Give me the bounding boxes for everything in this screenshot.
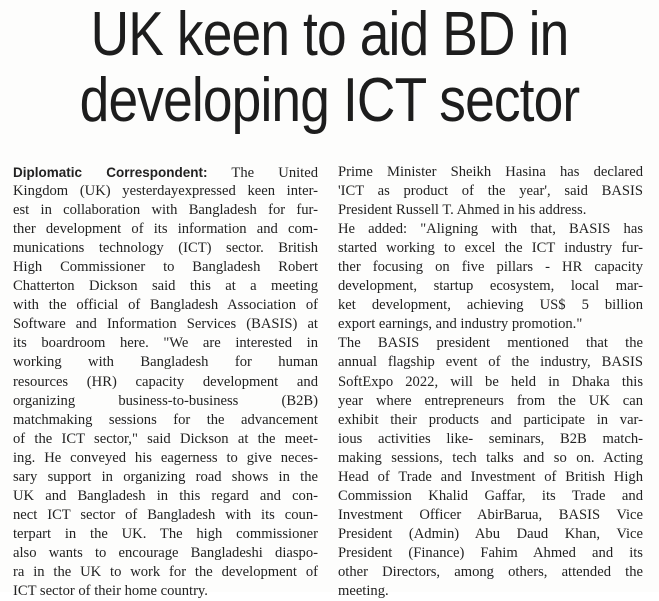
article-line: est in collaboration with Bangladesh for fur- <box>13 202 318 219</box>
article-line: ther focusing on five pillars - HR capacity <box>338 259 643 276</box>
article-line: annual flagship event of the industry, BASIS <box>338 354 643 371</box>
article-line: terpart in the UK. The high commissioner <box>13 525 318 542</box>
headline <box>46 2 613 134</box>
article-line: Chatterton Dickson said this at a meeting <box>13 278 318 295</box>
article-line: other Directors, among others, attended the <box>338 563 643 580</box>
article-line: with the official of Bangladesh Association of <box>13 297 318 314</box>
article-line: making sessions, tech talks and so on. Acting <box>338 449 643 466</box>
article-line: matchmaking sessions for the advancement <box>13 411 318 428</box>
article-line: meeting. <box>338 583 389 600</box>
article-line: Prime Minister Sheikh Hasina has declared <box>338 164 643 180</box>
article-line: 'ICT as product of the year', said BASIS <box>338 183 643 200</box>
article-line: He added: "Aligning with that, BASIS has <box>338 221 643 238</box>
byline: Diplomatic Correspondent: <box>13 165 208 180</box>
article-line: nect ICT sector of Bangladesh with its coun- <box>13 506 318 523</box>
headline-line-2: developing ICT sector <box>79 66 580 135</box>
article-line: export earnings, and industry promotion." <box>338 316 583 333</box>
article-line: The BASIS president mentioned that the <box>338 335 643 352</box>
article-line: President (Finance) Fahim Ahmed and its <box>338 544 643 561</box>
article-line: ing. He conveyed his eagerness to give neces- <box>13 449 318 466</box>
article-column-right <box>338 163 643 601</box>
article-line: Investment Officer AbirBarua, BASIS Vice <box>338 506 643 523</box>
article-line: Commission Khalid Gaffar, its Trade and <box>338 487 643 504</box>
article-line: development, startup ecosystem, local mar- <box>338 278 643 295</box>
article-column-left <box>13 163 318 601</box>
article-line: High Commissioner to Bangladesh Robert <box>13 259 318 276</box>
article-line: ious activities like- seminars, B2B match- <box>338 430 643 447</box>
article-line: exhibit their products and participate in var- <box>338 411 643 428</box>
article-line: ra in the UK to work for the development of <box>13 563 318 580</box>
article-line: UK and Bangladesh in this regard and con- <box>13 487 318 504</box>
article-line: resources (HR) capacity development and <box>13 373 318 390</box>
article-line: Head of Trade and Investment of British High <box>338 468 643 485</box>
article-line: organizing business-to-business (B2B) <box>13 392 318 409</box>
article-line: working with Bangladesh for human <box>13 354 318 371</box>
article-line: also wants to encourage Bangladeshi diaspo- <box>13 544 318 561</box>
article-line: ket development, achieving US$ 5 billion <box>338 297 643 314</box>
article-line: year where entrepreneurs from the UK can <box>338 392 643 409</box>
article-line: President (Admin) Abu Daud Khan, Vice <box>338 525 643 542</box>
article-line <box>13 163 318 182</box>
article-line: Kingdom (UK) yesterdayexpressed keen inter- <box>13 183 318 200</box>
article-line: started working to excel the ICT industry fur- <box>338 240 643 257</box>
article-line: of the ICT sector," said Dickson at the meet- <box>13 430 318 447</box>
article-line: its boardroom here. "We are interested in <box>13 335 318 352</box>
article-line: President Russell T. Ahmed in his address. <box>338 202 587 219</box>
article-line: ther development of its information and com- <box>13 221 318 238</box>
headline-line-1: UK keen to aid BD in <box>90 0 569 69</box>
article-line-text: The United <box>207 165 318 181</box>
article-line: ICT sector of their home country. <box>13 583 208 600</box>
article-line: sary support in organizing road shows in the <box>13 468 318 485</box>
article-line: Software and Information Services (BASIS) at <box>13 316 318 333</box>
article-line: SoftExpo 2022, will be held in Dhaka this <box>338 373 643 390</box>
article-line: munications technology (ICT) sector. British <box>13 240 318 257</box>
